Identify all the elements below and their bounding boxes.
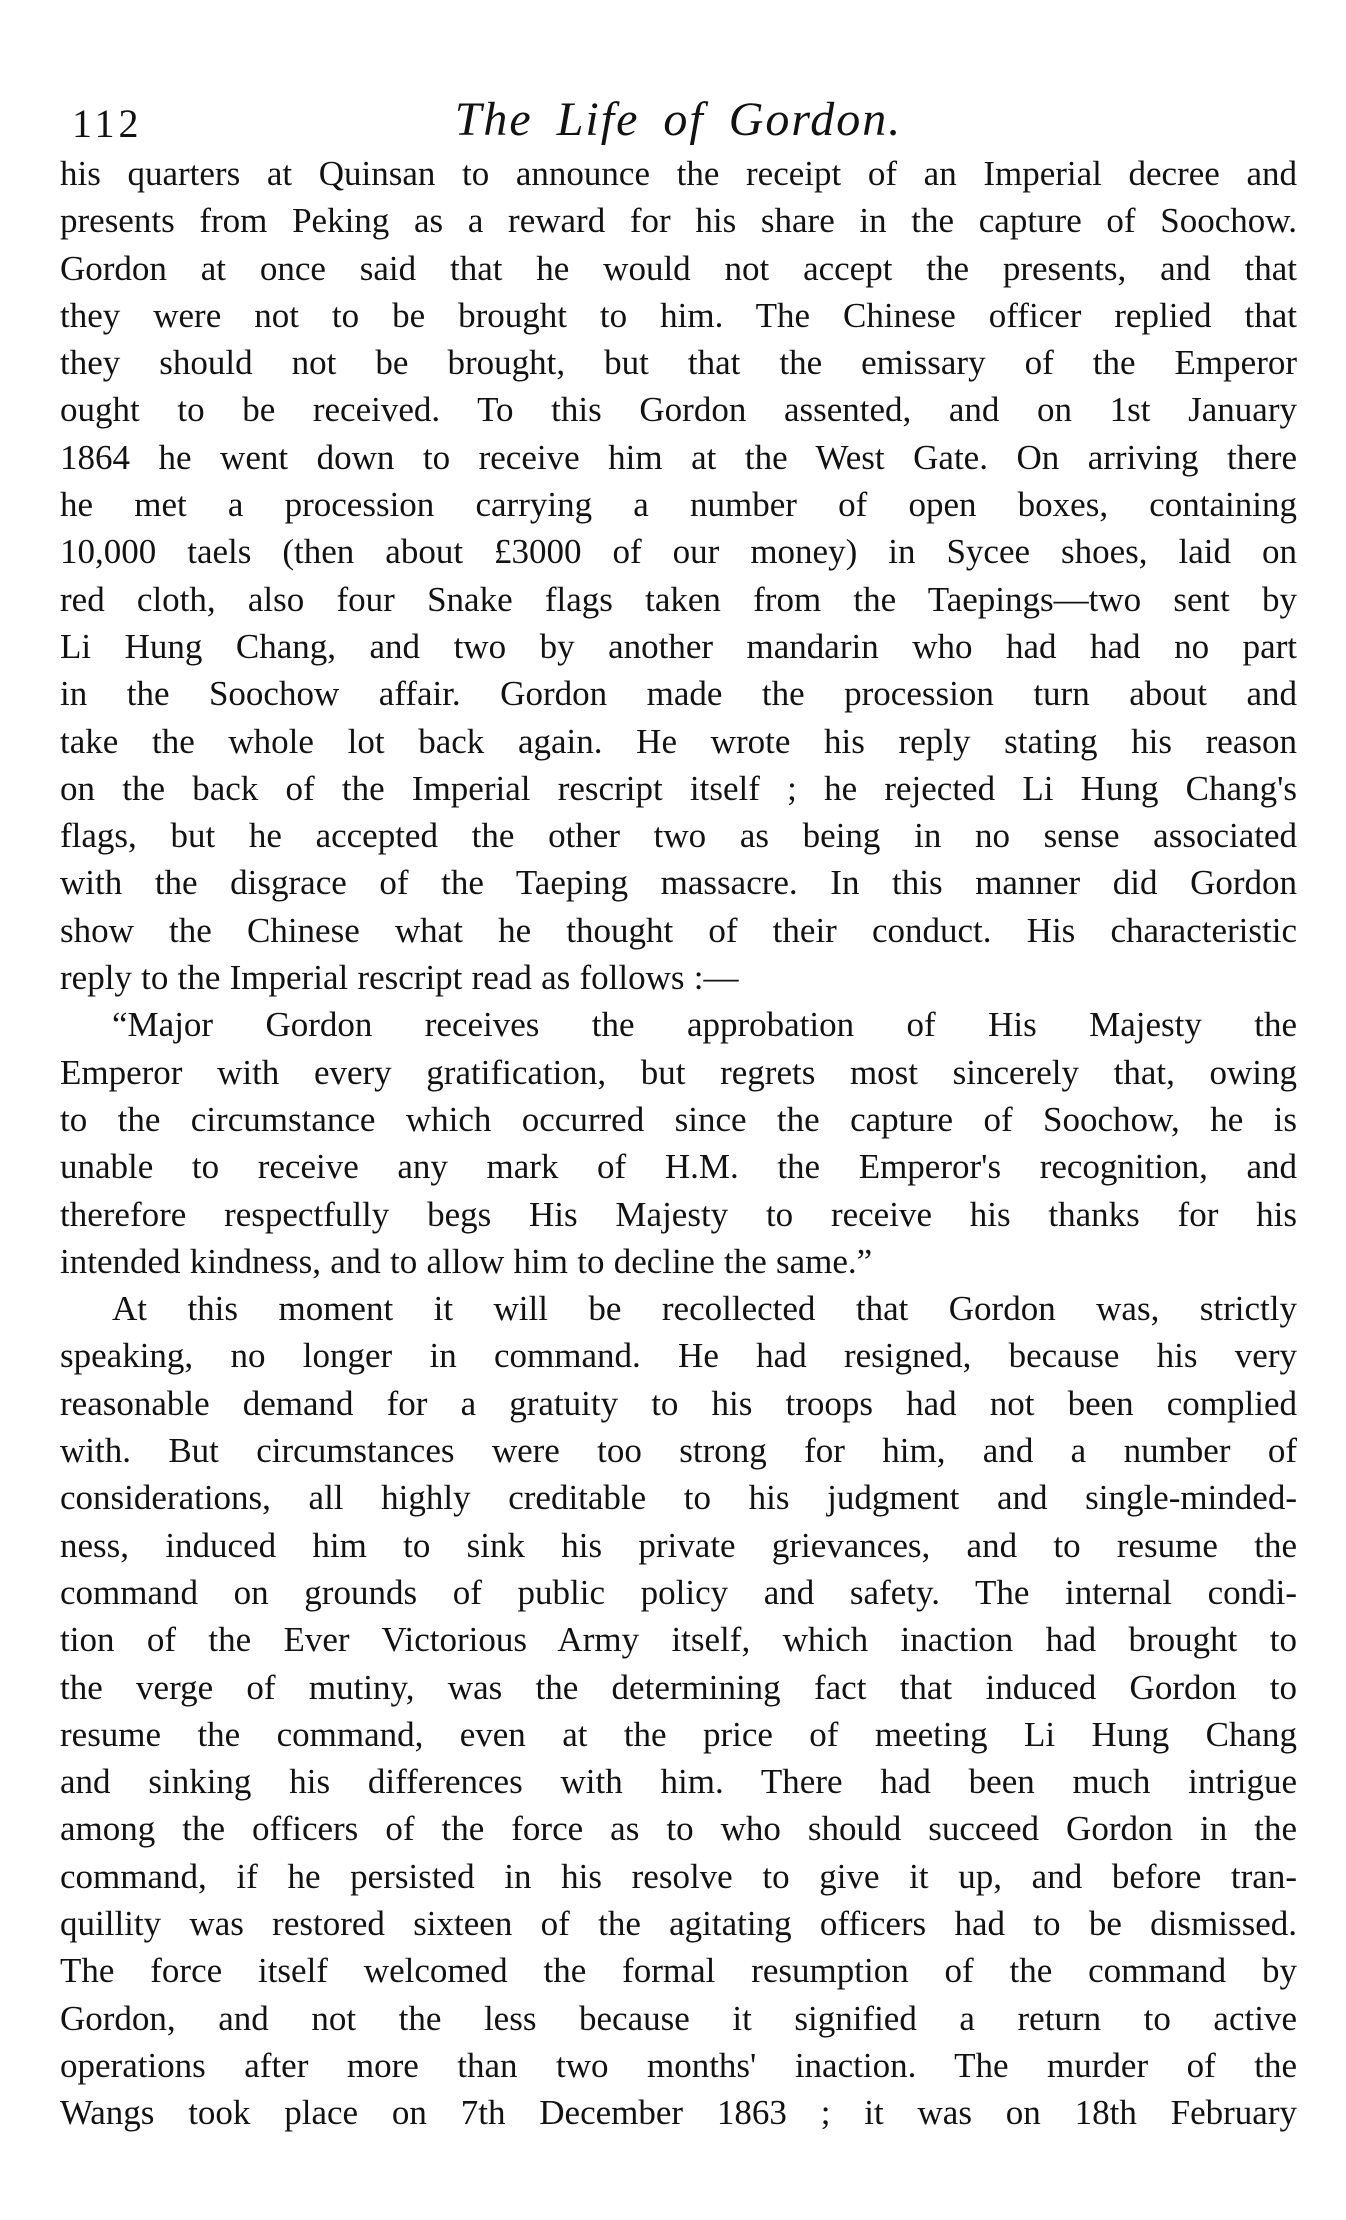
text-line: “Major Gordon receives the approbation of His Majesty the xyxy=(112,1005,1297,1045)
paragraph xyxy=(60,1001,1297,1285)
text-line: in the Soochow affair. Gordon made the procession turn about and xyxy=(60,674,1297,714)
text-line: unable to receive any mark of H.M. the Emperor's recognition, and xyxy=(60,1147,1297,1187)
text-line: flags, but he accepted the other two as being in no sense associated xyxy=(60,816,1297,856)
text-line: intended kindness, and to allow him to decline the same.” xyxy=(60,1241,873,1281)
text-line: and sinking his differences with him. There had been much intrigue xyxy=(60,1762,1297,1802)
text-line: 10,000 taels (then about £3000 of our money) in Sycee shoes, laid on xyxy=(60,532,1297,572)
text-line: among the officers of the force as to who should succeed Gordon in the xyxy=(60,1809,1297,1849)
text-line: they should not be brought, but that the emissary of the Emperor xyxy=(60,343,1297,383)
text-line: Wangs took place on 7th December 1863 ; it was on 18th February xyxy=(60,2093,1297,2133)
text-line: considerations, all highly creditable to his judgment and single-minded- xyxy=(60,1478,1297,1518)
text-line: speaking, no longer in command. He had resigned, because his very xyxy=(60,1336,1297,1376)
text-line: show the Chinese what he thought of their conduct. His characteristic xyxy=(60,910,1297,950)
text-line: reply to the Imperial rescript read as follows :— xyxy=(60,958,739,998)
text-line: with the disgrace of the Taeping massacre. In this manner did Gordon xyxy=(60,863,1297,903)
text-line: ness, induced him to sink his private grievances, and to resume the xyxy=(60,1525,1297,1565)
text-line: tion of the Ever Victorious Army itself, which inaction had brought to xyxy=(60,1620,1297,1660)
text-line: with. But circumstances were too strong for him, and a number of xyxy=(60,1431,1297,1471)
text-line: Gordon at once said that he would not accept the presents, and that xyxy=(60,248,1297,288)
text-line: his quarters at Quinsan to announce the receipt of an Imperial decree and xyxy=(60,154,1297,193)
text-line: At this moment it will be recollected that Gordon was, strictly xyxy=(112,1289,1297,1329)
text-line: operations after more than two months' inaction. The murder of the xyxy=(60,2045,1297,2085)
text-line: on the back of the Imperial rescript itself ; he rejected Li Hung Chang's xyxy=(60,768,1297,808)
text-line: Li Hung Chang, and two by another mandarin who had had no part xyxy=(60,626,1297,666)
text-line: ought to be received. To this Gordon assented, and on 1st January xyxy=(60,390,1297,430)
text-line: The force itself welcomed the formal resumption of the command by xyxy=(60,1951,1297,1991)
text-line: presents from Peking as a reward for his share in the capture of Soochow. xyxy=(60,201,1297,241)
text-line: Emperor with every gratification, but regrets most sincerely that, owing xyxy=(60,1052,1297,1092)
text-line: the verge of mutiny, was the determining fact that induced Gordon to xyxy=(60,1667,1297,1707)
text-line: to the circumstance which occurred since the capture of Soochow, he is xyxy=(60,1099,1297,1139)
text-line: reasonable demand for a gratuity to his troops had not been complied xyxy=(60,1383,1297,1423)
page-number: 112 xyxy=(72,101,143,146)
text-line: take the whole lot back again. He wrote his reply stating his reason xyxy=(60,721,1297,761)
text-line: quillity was restored sixteen of the agitating officers had to be dismissed. xyxy=(60,1903,1297,1943)
text-line: he met a procession carrying a number of open boxes, containing xyxy=(60,485,1297,525)
text-line: 1864 he went down to receive him at the West Gate. On arriving there xyxy=(60,437,1297,477)
text-line: command, if he persisted in his resolve to give it up, and before tran- xyxy=(60,1856,1297,1896)
paragraph xyxy=(60,150,1297,1001)
text-block xyxy=(60,150,1297,2136)
text-line: command on grounds of public policy and safety. The internal condi- xyxy=(60,1572,1297,1612)
text-line: resume the command, even at the price of meeting Li Hung Chang xyxy=(60,1714,1297,1754)
text-line: therefore respectfully begs His Majesty to receive his thanks for his xyxy=(60,1194,1297,1234)
text-line: red cloth, also four Snake flags taken from the Taepings—two sent by xyxy=(60,579,1297,619)
running-title: The Life of Gordon. xyxy=(454,93,903,146)
paragraph xyxy=(60,1285,1297,2136)
text-line: they were not to be brought to him. The Chinese officer replied that xyxy=(60,295,1297,335)
page-header xyxy=(60,93,1297,148)
text-line: Gordon, and not the less because it signified a return to active xyxy=(60,1998,1297,2038)
